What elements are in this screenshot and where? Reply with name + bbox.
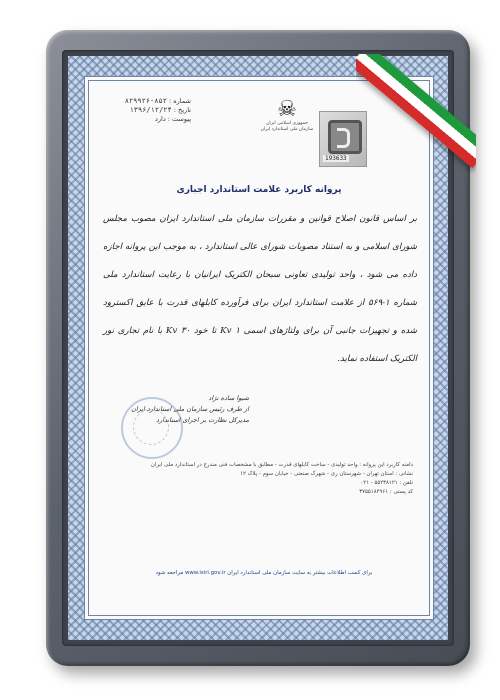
hologram-serial: 193633 [325,155,347,162]
certificate-title: پروانه کاربرد علامت استاندارد اجباری [176,185,342,195]
iran-flag-ribbon [356,54,476,174]
certificate-date: ۱۳۹۶/۱۲/۲۴ [129,106,172,114]
signature-block [109,393,249,426]
certificate-footer [107,461,413,497]
signer-role: از طرف رئیس سازمان ملی استاندارد ایران [131,405,249,413]
number-row [91,97,191,106]
footer-address: نشانی : استان تهران - شهرستان ری - شهرک صنعتی - خیابان سوم - پلاک ۱۲ [240,471,413,477]
iran-emblem-icon: ☠ [277,97,297,122]
website-note: برای کسب اطلاعات بیشتر به سایت سازمان ملی استاندارد ایران www.isiri.gov.ir مراجعه شود [155,570,373,576]
emblem-line-2: سازمان ملی استاندارد ایران [260,127,314,132]
footer-phone: تلفن : ۵۵۲۳۸۱۲۱ - ۰۲۱ [360,480,413,486]
flag-band [356,54,476,168]
signer-name: شیوا ساده نژاد [208,394,249,402]
certificate-number: ۸۵۲-۸۲۹۹۲۶ [124,97,167,105]
certificate-header-info [91,97,191,124]
date-row [91,106,191,115]
certificate-body: بر اساس قانون اصلاح قوانین و مقررات سازمان ملی استاندارد ایران مصوب مجلس شورای اسلامی و به استناد مصوبات شورای عالی استاندارد ، به موجب این پروانه اجازه داده می شود ، واحد تولیدی تعاونی سبحان الکتریک ایرانیان با رعایت استاندارد ملی شماره ۱-۵۶۹ از علامت استاندارد ایران برای فرآورده کابلهای قدرت با عایق اکسترود شده و تجهیزات جانبی آن برای ولتاژهای اسمی Kv ۱ تا خود Kv ۳۰ با نام تجاری نور الکتریک استفاده نماید. [103,214,418,364]
signer-office: مدیرکل نظارت بر اجرای استاندارد [156,416,249,424]
date-label: تاریخ : [173,106,191,114]
attachment-note: پیوست : دارد [154,115,191,123]
emblem-line-1: جمهوری اسلامی ایران [266,121,308,126]
emblem-block [257,99,317,133]
number-label: شماره : [169,97,191,105]
footer-postal-code: کد پستی : ۳۷۵۵۱۸۴۹۶۱ [359,489,413,495]
footer-scope: دامنه کاربرد این پروانه : واحد تولیدی - ساخت کابلهای قدرت - مطابق با مشخصات فنی مندرج در استاندارد ملی ایران [150,462,413,468]
